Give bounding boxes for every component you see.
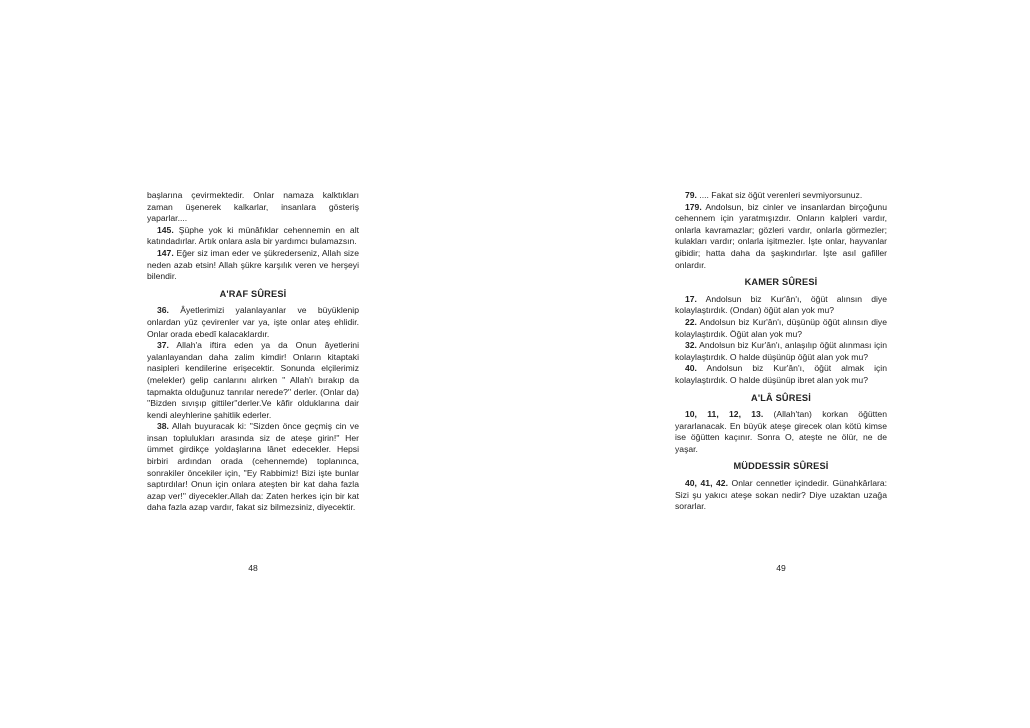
paragraph (675, 340, 887, 363)
paragraph-text: Andolsun, biz cinler ve insanlardan birçoğunu cehennem için yaratmışızdır. Onların kalpleri vardır, onlarla kavramazlar; gözleri vardır, onlarla görmezler; kulakları vardır; onlarla işitmezler. İşte onlar, hayvanlar gibidir; hatta daha da şaşkındırlar. İşte asıl gafiller onlardır. (675, 201, 887, 270)
right-text-column (675, 190, 887, 513)
section-heading: KAMER SÛRESİ (744, 277, 818, 288)
paragraph (675, 294, 887, 317)
paragraph (675, 202, 887, 272)
page-number: 49 (776, 563, 786, 573)
paragraph (675, 190, 887, 202)
verse-number: 36. (157, 305, 169, 316)
paragraph-text: .... Fakat siz öğüt verenleri sevmiyorsunuz. (696, 190, 863, 200)
paragraph-text: Allah buyuracak ki: ''Sizden önce geçmiş cin ve insan toplulukları arasında siz de ateşe girin!'' Her ümmet girdikçe yoldaşlarına lânet edecekler. Hepsi birbiri ardından orada (cehennemde) toplanınca, sonrakiler öncekiler için, ''Ey Rabbimiz! Bizi işte bunlar saptırdılar! Onun için onlara ateşten bir kat daha fazla azap ver!'' diyecekler.Allah da: Zaten herkes için bir kat daha fazla azap vardır, fakat siz bilmezsiniz, diyecektir. (147, 421, 359, 513)
verse-number: 179. (685, 201, 702, 212)
right-page (515, 0, 1030, 728)
paragraph-text: Onlar cennetler içindedir. Günahkârlara: Sizi şu yakıcı ateşe sokan nedir? Diye uzaktan uzağa sorarlar. (675, 478, 887, 512)
paragraph (147, 305, 359, 340)
paragraph (675, 409, 887, 455)
paragraph-text: (Allah'tan) korkan öğütten yararlanacak. En büyük ateşe girecek olan kötü kimse ise öğütten kaçınır. Sonra O, ateşte ne ölür, ne de yaşar. (675, 409, 887, 454)
section-heading: MÜDDESSİR SÛRESİ (733, 461, 829, 472)
verse-number: 79. (685, 190, 697, 200)
section-heading: A'LÂ SÛRESİ (750, 392, 812, 403)
paragraph (147, 190, 359, 225)
verse-number: 40, 41, 42. (685, 478, 728, 489)
paragraph (147, 248, 359, 283)
page-number: 48 (248, 563, 258, 573)
paragraph-text: Andolsun biz Kur'ân'ı, öğüt almak için kolaylaştırdık. O halde düşünüp ibret alan yok mu? (675, 363, 887, 385)
paragraph (147, 225, 359, 248)
verse-number: 17. (685, 293, 697, 304)
verse-number: 22. (685, 316, 697, 327)
left-text-column (147, 190, 359, 514)
verse-number: 37. (157, 340, 169, 351)
paragraph-text: Allah'a iftira eden ya da Onun âyetlerini yalanlayandan daha zalim kimdir! Onların kitaptaki nasipleri kendilerine erişecektir. Sonunda elçilerimiz (melekler) gelip canlarını alırken '' Allah'ı bırakıp da tapmakta olduğunuz tanrılar nerede?'' derler. (Onlar da) ''Bizden sıvışıp gittiler''derler.Ve kâfir olduklarına dair kendi aleyhlerine şahitlik ederler. (147, 340, 359, 420)
paragraph-text: Andolsun biz Kur'ân'ı, öğüt alınsın diye kolaylaştırdık. (Ondan) öğüt alan yok mu? (675, 293, 887, 316)
verse-number: 147. (157, 247, 174, 258)
paragraph (675, 478, 887, 513)
paragraph-text: Andolsun biz Kur'ân'ı, anlaşılıp öğüt alınması için kolaylaştırdık. O halde düşünüp öğüt alan yok mu? (675, 340, 887, 362)
paragraph-text: başlarına çevirmektedir. Onlar namaza kalktıkları zaman üşenerek kalkarlar, insanlara gösteriş yaparlar.... (147, 190, 359, 224)
verse-number: 40. (685, 363, 697, 374)
paragraph (675, 363, 887, 386)
paragraph (147, 340, 359, 421)
verse-number: 10, 11, 12, 13. (685, 409, 764, 420)
section-heading: A'RAF SÛRESİ (219, 288, 287, 299)
paragraph (147, 421, 359, 514)
paragraph-text: Âyetlerimizi yalanlayanlar ve büyüklenip onlardan yüz çevirenler var ya, işte onlar ateş ehlidir. Onlar orada ebedî kalacaklardır. (147, 305, 359, 339)
paragraph-text: Andolsun biz Kur'ân'ı, düşünüp öğüt alınsın diye kolaylaştırdık. Öğüt alan yok mu? (675, 316, 887, 339)
paragraph-text: Şüphe yok ki münâfıklar cehennemin en alt katındadırlar. Artık onlara asla bir yardımcı bulamazsın. (147, 224, 359, 247)
paragraph-text: Eğer siz iman eder ve şükrederseniz, Allah size neden azab etsin! Allah şükre karşılık veren ve herşeyi bilendir. (147, 247, 359, 282)
paragraph (675, 317, 887, 340)
verse-number: 145. (157, 224, 174, 235)
verse-number: 32. (685, 340, 697, 351)
verse-number: 38. (157, 421, 169, 432)
